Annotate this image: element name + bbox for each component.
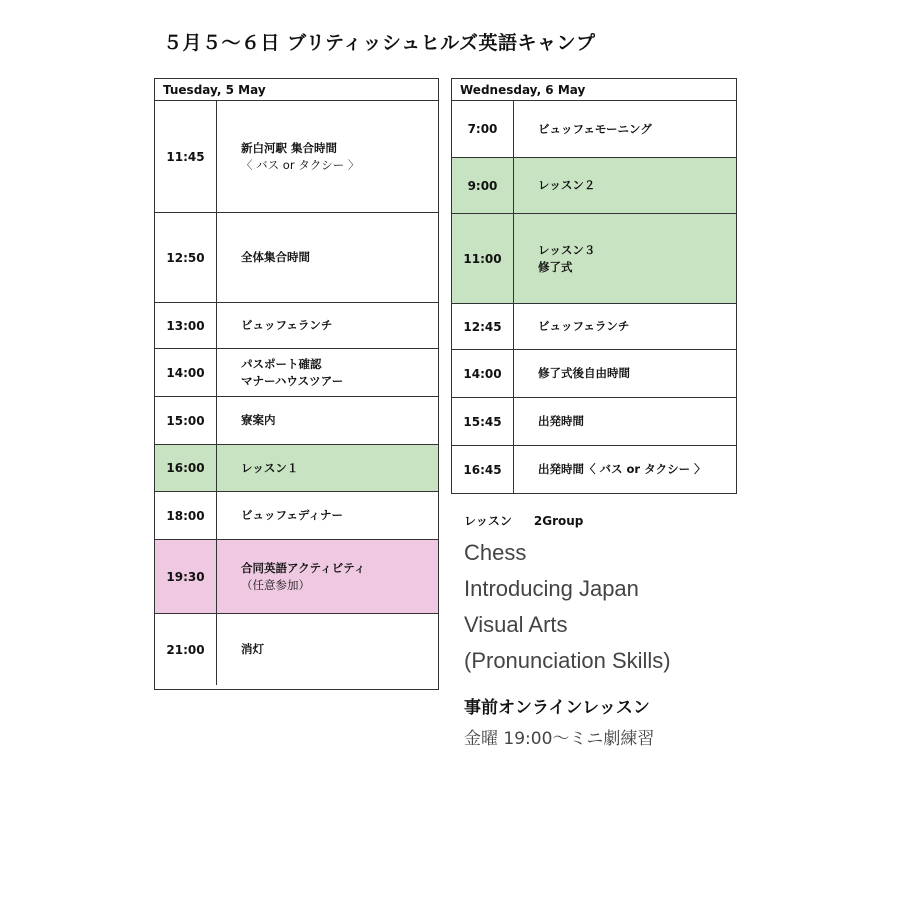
activity-title: 修了式後自由時間 xyxy=(538,366,630,380)
schedule-row xyxy=(452,445,736,493)
schedule-day1-header: Tuesday, 5 May xyxy=(155,79,438,101)
schedule-row xyxy=(452,213,736,303)
activity-title: 出発時間〈 バス or タクシー 〉 xyxy=(538,462,706,476)
schedule-activity xyxy=(514,158,736,213)
lesson-item: (Pronunciation Skills) xyxy=(464,648,671,673)
schedule-activity xyxy=(217,492,438,539)
schedule-activity xyxy=(217,213,438,302)
schedule-activity xyxy=(217,303,438,348)
schedule-row xyxy=(452,349,736,397)
activity-title: 寮案内 xyxy=(241,413,276,427)
activity-title: 合同英語アクティビティ xyxy=(241,560,366,575)
activity-title: 出発時間 xyxy=(538,414,584,428)
page-title: ５月５〜６日 ブリティッシュヒルズ英語キャンプ xyxy=(163,32,596,54)
lesson-item: Introducing Japan xyxy=(464,576,639,601)
schedule-time: 14:00 xyxy=(155,349,217,396)
activity-title: レッスン２ xyxy=(538,178,596,192)
schedule-time: 15:45 xyxy=(452,398,514,445)
schedule-day2-header: Wednesday, 6 May xyxy=(452,79,736,101)
schedule-row xyxy=(155,491,438,539)
schedule-activity xyxy=(514,350,736,397)
schedule-row xyxy=(155,101,438,212)
schedule-row xyxy=(452,397,736,445)
activity-subtitle: 修了式 xyxy=(538,259,573,274)
schedule-time: 12:45 xyxy=(452,304,514,349)
activity-title: 全体集合時間 xyxy=(241,250,310,264)
schedule-activity xyxy=(217,445,438,491)
schedule-time: 11:00 xyxy=(452,214,514,303)
schedule-activity xyxy=(217,101,438,212)
schedule-day1 xyxy=(154,78,439,690)
schedule-time: 16:45 xyxy=(452,446,514,493)
schedule-row xyxy=(155,539,438,613)
activity-title: ビュッフェディナー xyxy=(241,508,344,522)
schedule-time: 9:00 xyxy=(452,158,514,213)
schedule-time: 19:30 xyxy=(155,540,217,613)
schedule-time: 15:00 xyxy=(155,397,217,444)
schedule-row xyxy=(155,613,438,685)
activity-title: パスポート確認 xyxy=(241,356,322,371)
schedule-time: 16:00 xyxy=(155,445,217,491)
activity-title: レッスン３ xyxy=(538,242,596,257)
schedule-row xyxy=(155,348,438,396)
lesson-item: Chess xyxy=(464,540,527,565)
schedule-day2-rows xyxy=(452,101,736,493)
schedule-activity xyxy=(514,214,736,303)
activity-title: レッスン１ xyxy=(241,460,299,475)
schedule-time: 13:00 xyxy=(155,303,217,348)
schedule-row xyxy=(452,101,736,157)
schedule-time: 11:45 xyxy=(155,101,217,212)
schedule-time: 21:00 xyxy=(155,614,217,685)
schedule-time: 18:00 xyxy=(155,492,217,539)
activity-title: ビュッフェランチ xyxy=(241,318,333,332)
activity-subtitle: マナーハウスツアー xyxy=(241,373,344,388)
schedule-row xyxy=(155,302,438,348)
activity-title: ビュッフェランチ xyxy=(538,319,630,333)
activity-subtitle: 〈 バス or タクシー 〉 xyxy=(241,157,360,172)
lesson-group-label xyxy=(464,512,764,529)
schedule-day1-rows xyxy=(155,101,438,685)
schedule-activity xyxy=(217,349,438,396)
lesson-group: 2Group xyxy=(533,514,584,528)
activity-title: 消灯 xyxy=(241,642,264,656)
activity-title: 新白河駅 集合時間 xyxy=(241,140,338,155)
lesson-item: Visual Arts xyxy=(464,612,568,637)
schedule-activity xyxy=(514,398,736,445)
schedule-row xyxy=(155,212,438,302)
schedule-activity xyxy=(514,446,736,493)
schedule-row xyxy=(155,444,438,491)
lesson-info xyxy=(464,512,764,749)
schedule-row xyxy=(155,396,438,444)
schedule-activity xyxy=(514,101,736,157)
pre-lesson-detail: 金曜 19:00〜ミニ劇練習 xyxy=(464,729,655,749)
activity-subtitle: （任意参加） xyxy=(241,577,310,592)
schedule-activity xyxy=(217,614,438,685)
schedule-row xyxy=(452,303,736,349)
schedule-activity xyxy=(217,397,438,444)
pre-lesson-title: 事前オンラインレッスン xyxy=(464,698,650,718)
schedule-time: 14:00 xyxy=(452,350,514,397)
schedule-time: 7:00 xyxy=(452,101,514,157)
activity-title: ビュッフェモーニング xyxy=(538,121,652,136)
schedule-activity xyxy=(514,304,736,349)
schedule-day2 xyxy=(451,78,737,494)
schedule-activity xyxy=(217,540,438,613)
schedule-row xyxy=(452,157,736,213)
lesson-label: レッスン xyxy=(464,514,512,528)
schedule-time: 12:50 xyxy=(155,213,217,302)
